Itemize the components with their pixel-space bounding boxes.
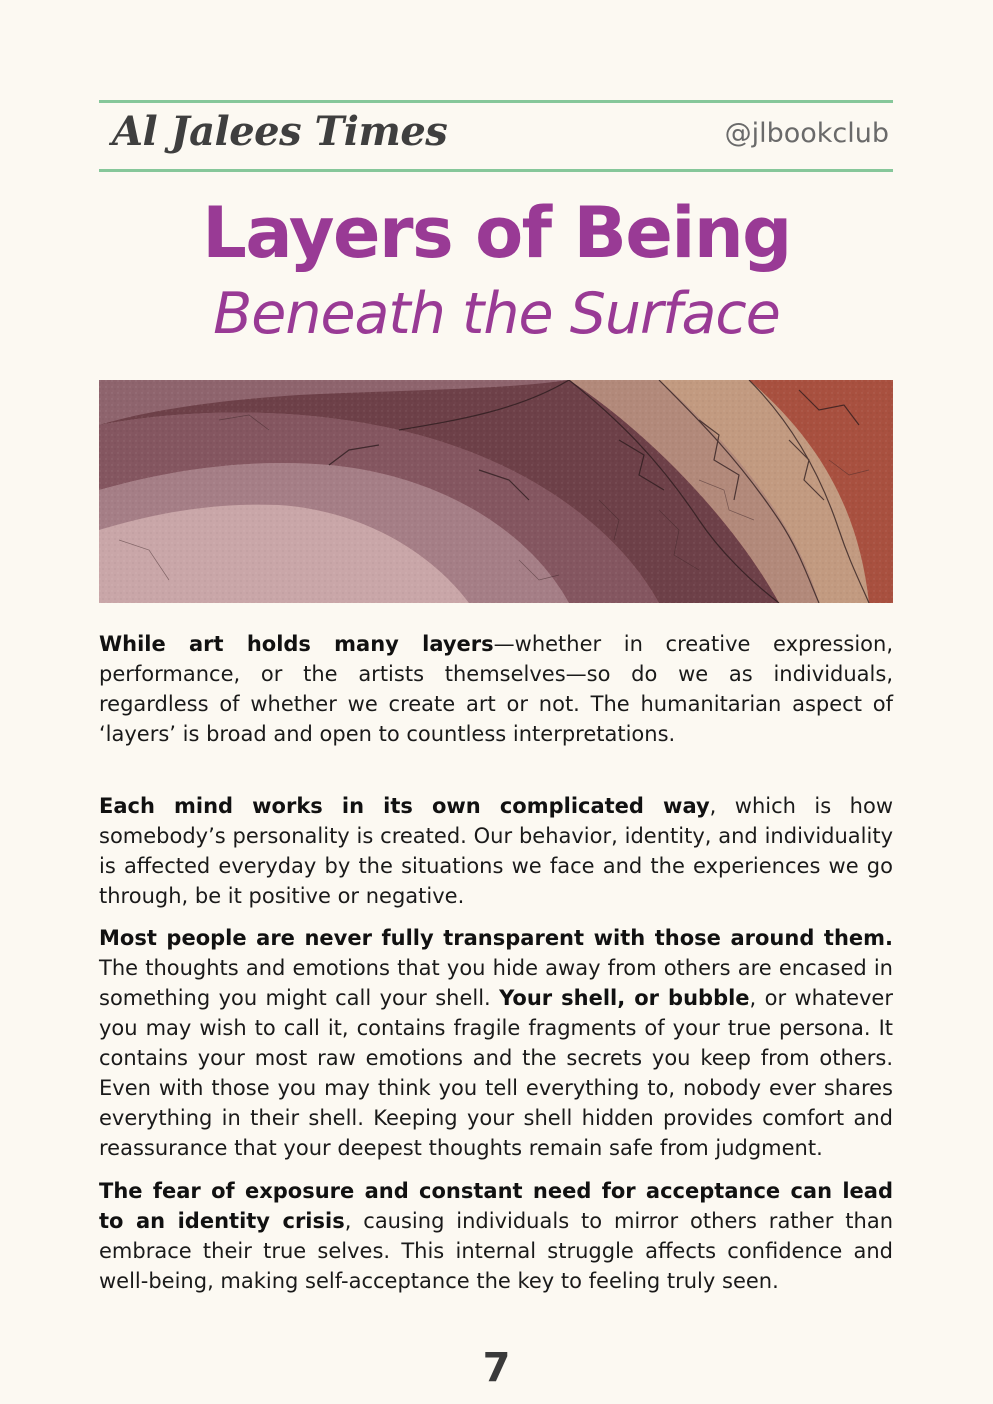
paragraph-4 (99, 1176, 893, 1296)
paragraph-3-lead: Most people are never fully transparent with those around them. (99, 926, 893, 950)
masthead-bottom-rule (99, 169, 893, 172)
article-title: Layers of Being (202, 192, 791, 274)
publication-name: Al Jalees Times (112, 108, 448, 155)
paragraph-3 (99, 923, 893, 1163)
hero-image (99, 380, 893, 603)
page-number: 7 (482, 1345, 511, 1391)
paragraph-1-body: —whether in creative expression, performance, or the artists themselves—so do we as individuals, regardless of whether we create art or not. The humanitarian aspect of ‘layers’ is broad and open to countless interpretations. (99, 632, 894, 746)
paragraph-4-lead: The fear of exposure and constant need for acceptance can lead to an identity crisis (99, 1179, 893, 1233)
paragraph-3-body-b: , or whatever you may wish to call it, contains fragile fragments of your true persona. It contains your most raw emotions and the secrets you keep from others. Even with those you may think you tell everything to, nobody ever shares everything in their shell. Keeping your shell hidden provides comfort and reassurance that your deepest thoughts remain safe from judgment. (99, 986, 893, 1160)
article-subtitle: Beneath the Surface (213, 281, 780, 347)
paragraph-3-body-a: The thoughts and emotions that you hide away from others are encased in something you might call your shell. (99, 956, 893, 1010)
masthead-top-rule (99, 100, 893, 103)
social-handle: @jlbookclub (724, 118, 889, 149)
paragraph-2 (99, 791, 893, 911)
paragraph-2-lead: Each mind works in its own complicated way (99, 794, 710, 818)
paragraph-2-body: , which is how somebody’s personality is created. Our behavior, identity, and individuality is affected everyday by the situations we face and the experiences we go through, be it positive or negative. (99, 794, 893, 908)
paragraph-1-lead: While art holds many layers (99, 632, 494, 656)
paragraph-1 (99, 629, 893, 749)
article-body (99, 629, 893, 1296)
paragraph-3-emphasis: Your shell, or bubble (499, 986, 750, 1010)
paragraph-4-body: , causing individuals to mirror others rather than embrace their true selves. This internal struggle affects confidence and well-being, making self-acceptance the key to feeling truly seen. (99, 1209, 894, 1293)
